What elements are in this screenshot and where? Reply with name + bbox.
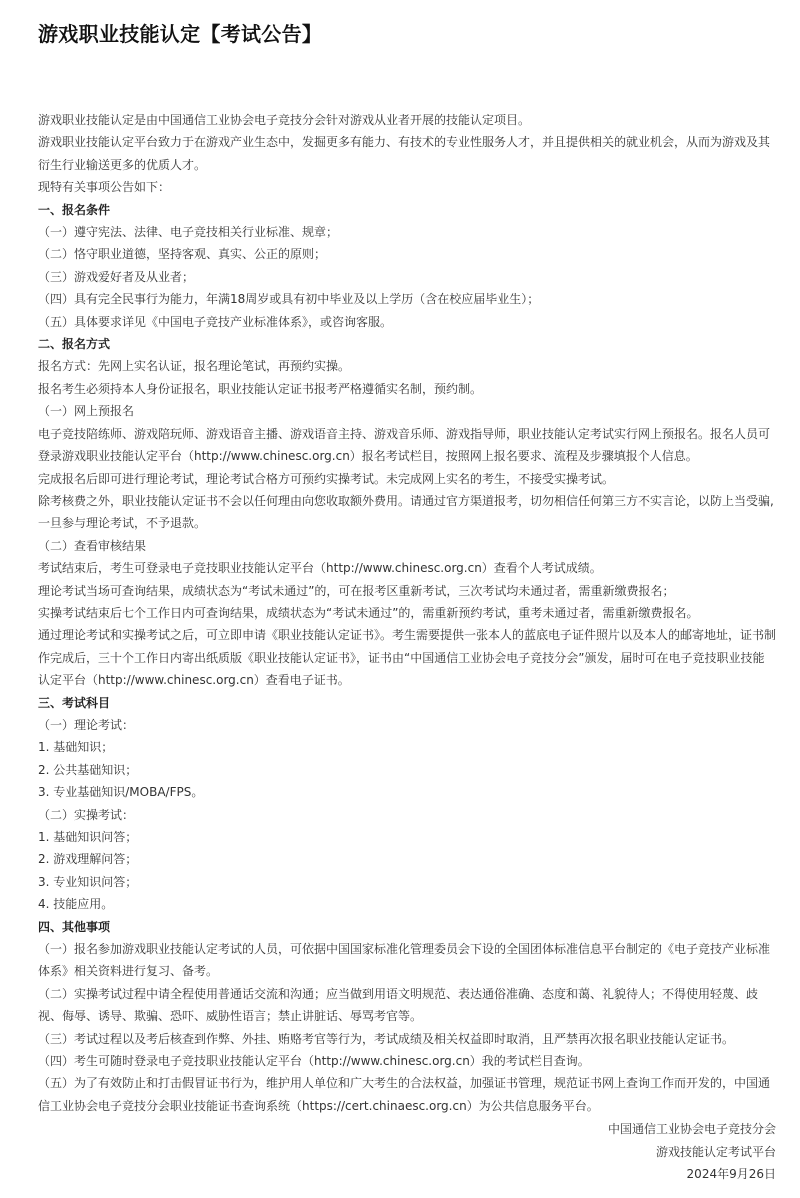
subheading-theory-exam: （一）理论考试：: [38, 717, 135, 732]
list-item: （四）具有完全民事行为能力，年满18周岁或具有初中毕业及以上学历（含在校应届毕业生）；: [38, 292, 540, 307]
paragraph: （四）考生可随时登录电子竞技职业技能认定平台（http://www.chinesc.org.cn）我的考试栏目查询。: [38, 1054, 590, 1069]
paragraph: 报名考生必须持本人身份证报名，职业技能认定证书报考严格遵循实名制，预约制。: [38, 381, 483, 396]
signature-platform: 游戏技能认定考试平台: [655, 1144, 776, 1159]
paragraph: 实操考试结束后七个工作日内可查询结果，成绩状态为“考试未通过”的，需重新预约考试，重考未通过者，需重新缴费报名。: [38, 605, 699, 620]
list-item: （二）恪守职业道德，坚持客观、真实、公正的原则；: [38, 247, 327, 262]
intro-paragraph: 游戏职业技能认定是由中国通信工业协会电子竞技分会针对游戏从业者开展的技能认定项目。: [38, 113, 531, 127]
section-heading-registration-method: 二、报名方式: [38, 337, 111, 352]
list-item: 1. 基础知识；: [38, 740, 114, 755]
list-item: 2. 游戏理解问答；: [38, 852, 138, 867]
section-heading-other-matters: 四、其他事项: [38, 919, 111, 934]
list-item: （三）游戏爱好者及从业者；: [38, 269, 195, 284]
announcement-body: [38, 109, 776, 1186]
paragraph: 理论考试当场可查询结果，成绩状态为“考试未通过”的，可在报考区重新考试，三次考试均未通过者，需重新缴费报名；: [38, 583, 675, 598]
section-heading-exam-subjects: 三、考试科目: [38, 695, 111, 710]
paragraph: （三）考试过程以及考后核查到作弊、外挂、贿赂考官等行为，考试成绩及相关权益即时取消，且严禁再次报名职业技能认定证书。: [38, 1031, 735, 1046]
list-item: 3. 专业基础知识/MOBA/FPS。: [38, 785, 204, 800]
signature-organization: 中国通信工业协会电子竞技分会: [607, 1122, 776, 1137]
subheading-review-results: （二）查看审核结果: [38, 538, 147, 553]
paragraph: 除考核费之外，职业技能认定证书不会以任何理由向您收取额外费用。请通过官方渠道报考，切勿相信任何第三方不实言论，以防上当受骗,一旦参与理论考试，不予退款。: [38, 493, 774, 531]
subheading-online-registration: （一）网上预报名: [38, 404, 135, 419]
list-item: 4. 技能应用。: [38, 897, 114, 912]
paragraph: 电子竞技陪练师、游戏陪玩师、游戏语音主播、游戏语音主持、游戏音乐师、游戏指导师，职业技能认定考试实行网上预报名。报名人员可登录游戏职业技能认定平台（http://www.chinesc.org.cn）报名考试栏目，按照网上报名要求、流程及步骤填报个人信息。: [38, 426, 771, 464]
paragraph: 考试结束后，考生可登录电子竞技职业技能认定平台（http://www.chinesc.org.cn）查看个人考试成绩。: [38, 561, 602, 576]
paragraph: （五）为了有效防止和打击假冒证书行为，维护用人单位和广大考生的合法权益，加强证书管理，规范证书网上查询工作而开发的，中国通信工业协会电子竞技分会职业技能证书查询系统（https://cert.chinaesc.org.cn）为公共信息服务平台。: [38, 1076, 771, 1113]
paragraph: （一）报名参加游戏职业技能认定考试的人员，可依据中国国家标准化管理委员会下设的全国团体标准信息平台制定的《电子竞技产业标准体系》相关资料进行复习、备考。: [38, 942, 771, 979]
paragraph: （二）实操考试过程中请全程使用普通话交流和沟通；应当做到用语文明规范、表达通俗准确、态度和蔼、礼貌待人；不得使用轻蔑、歧视、侮辱、诱导、欺骗、恐吓、威胁性语言；禁止讲脏话、辱骂考官等。: [38, 986, 759, 1024]
list-item: （一）遵守宪法、法律、电子竞技相关行业标准、规章；: [38, 225, 339, 240]
signature-date: 2024年9月26日: [686, 1167, 776, 1182]
paragraph: 完成报名后即可进行理论考试，理论考试合格方可预约实操考试。未完成网上实名的考生，不接受实操考试。: [38, 471, 615, 486]
page-title: 游戏职业技能认定【考试公告】: [38, 22, 323, 46]
paragraph: 报名方式：先网上实名认证，报名理论笔试，再预约实操。: [38, 359, 351, 374]
intro-paragraph: 游戏职业技能认定平台致力于在游戏产业生态中，发掘更多有能力、有技术的专业性服务人才，并且提供相关的就业机会，从而为游戏及其衍生行业输送更多的优质人才。: [38, 135, 771, 172]
intro-paragraph: 现特有关事项公告如下：: [38, 180, 171, 195]
list-item: 2. 公共基础知识；: [38, 762, 138, 777]
subheading-practical-exam: （二）实操考试：: [38, 807, 135, 822]
section-heading-registration-conditions: 一、报名条件: [38, 202, 111, 217]
paragraph: 通过理论考试和实操考试之后，可立即申请《职业技能认定证书》。考生需要提供一张本人的蓝底电子证件照片以及本人的邮寄地址，证书制作完成后，三十个工作日内寄出纸质版《职业技能认定证书》，证书由“中国通信工业协会电子竞技分会”颁发，届时可在电子竞技职业技能认定平台（http://www.chinesc.org.cn）查看电子证书。: [38, 628, 777, 688]
list-item: 3. 专业知识问答；: [38, 874, 138, 889]
signature-block: [38, 1118, 776, 1185]
list-item: （五）具体要求详见《中国电子竞技产业标准体系》，或咨询客服。: [38, 314, 393, 329]
list-item: 1. 基础知识问答；: [38, 830, 138, 844]
